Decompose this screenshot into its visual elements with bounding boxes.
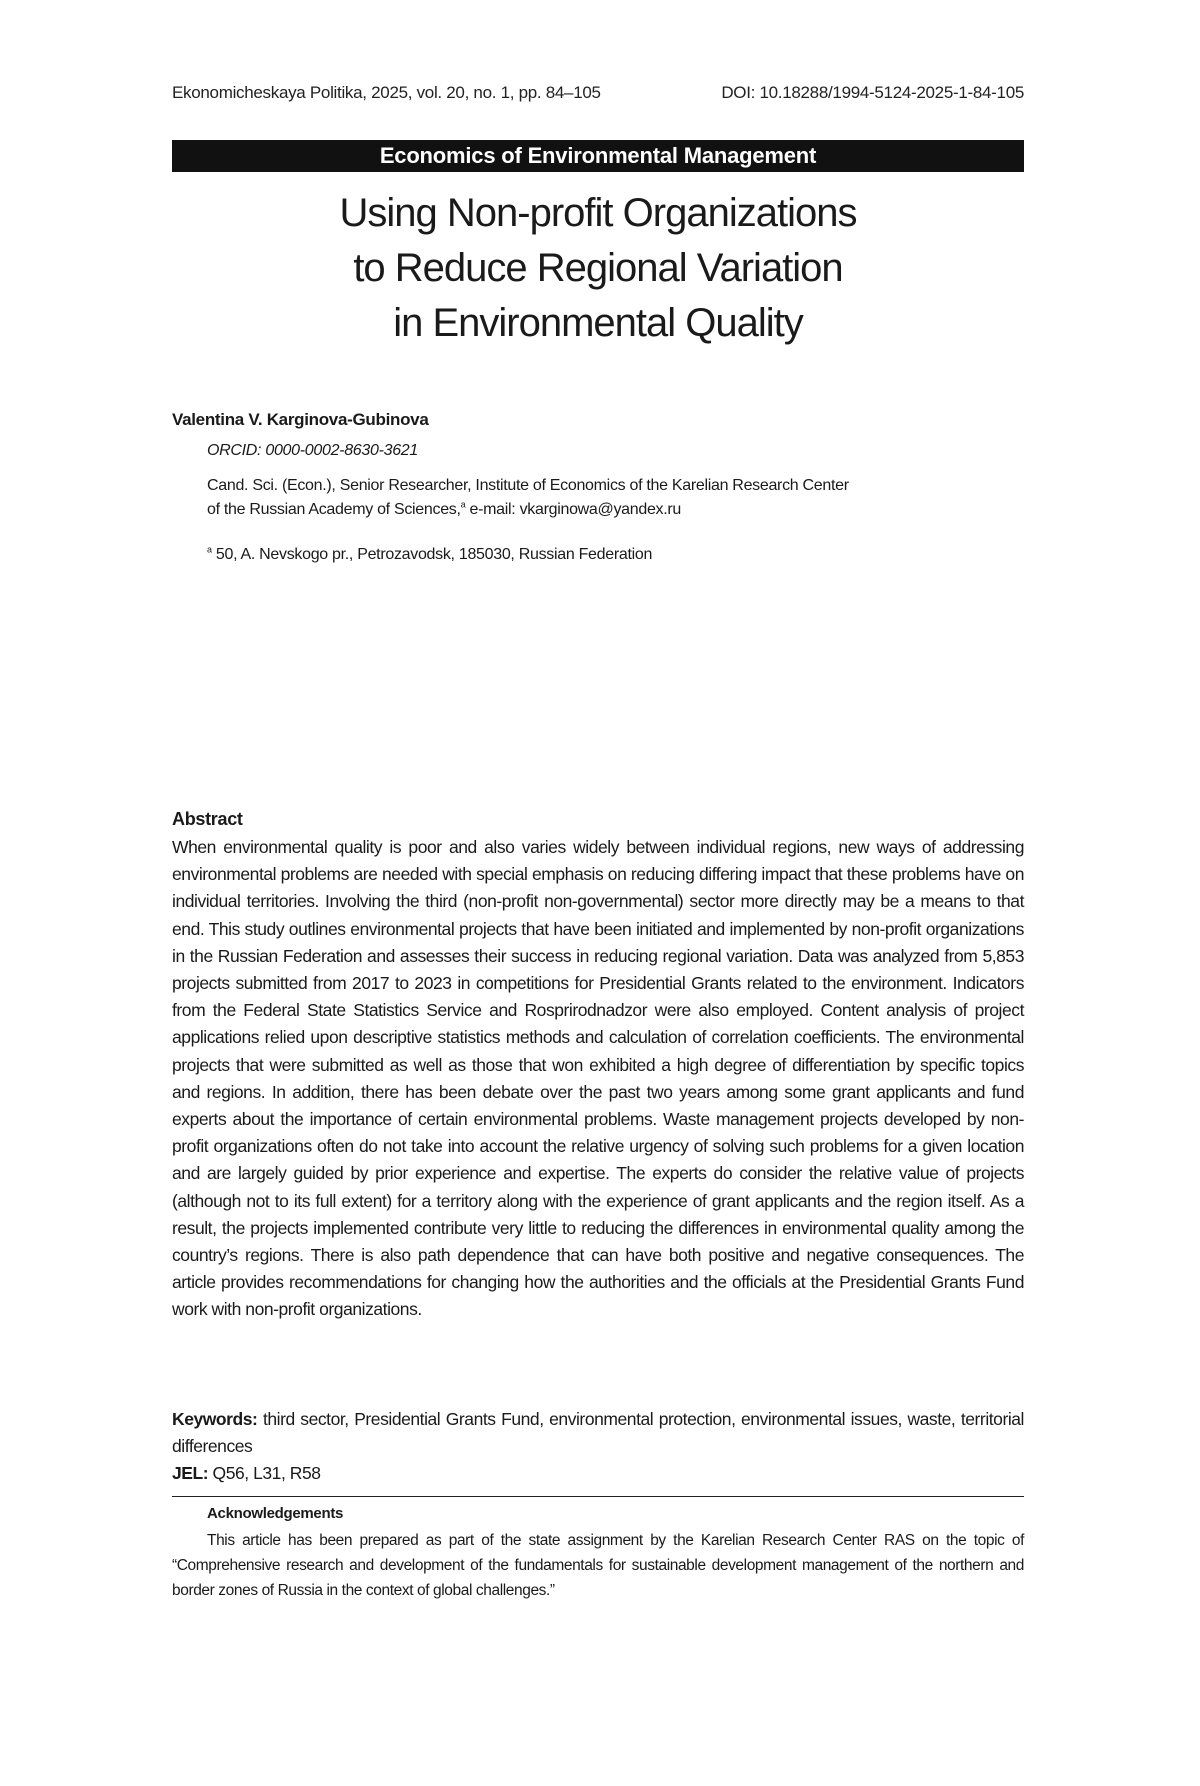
divider (172, 1496, 1024, 1497)
address-mark: a (207, 545, 212, 555)
acknowledgements-body: This article has been prepared as part of the state assignment by the Karelian Research Center RAS on the topic of “Comprehensive research and development of the fundamentals for sustainable development management of the northern and border zones of Russia in the context of global challenges.” (172, 1528, 1024, 1603)
article-title (172, 186, 1024, 351)
jel-label: JEL: (172, 1463, 208, 1483)
keywords-label: Keywords: (172, 1409, 257, 1429)
acknowledgements-heading: Acknowledgements (207, 1505, 343, 1522)
title-line: to Reduce Regional Variation (172, 241, 1024, 296)
paper-page (0, 0, 1200, 1786)
affiliation-address (207, 546, 652, 564)
author-name: Valentina V. Karginova-Gubinova (172, 410, 428, 430)
running-head (172, 83, 1024, 103)
affiliation-institution: of the Russian Academy of Sciences, (207, 501, 461, 518)
doi: DOI: 10.18288/1994-5124-2025-1-84-105 (721, 83, 1024, 103)
section-banner: Economics of Environmental Management (172, 140, 1024, 172)
jel-codes (172, 1460, 321, 1487)
title-line: Using Non-profit Organizations (172, 186, 1024, 241)
author-email: e-mail: vkarginowa@yandex.ru (470, 501, 682, 518)
title-line: in Environmental Quality (172, 296, 1024, 351)
author-affiliation (207, 474, 1007, 522)
affiliation-line-2 (207, 498, 1007, 522)
keywords-text: third sector, Presidential Grants Fund, environmental protection, environmental issues, waste, territorial differences (172, 1409, 1024, 1456)
jel-text: Q56, L31, R58 (213, 1463, 321, 1483)
journal-citation: Ekonomicheskaya Politika, 2025, vol. 20, no. 1, pp. 84–105 (172, 83, 601, 103)
author-orcid: ORCID: 0000-0002-8630-3621 (207, 442, 418, 460)
affiliation-mark: a (461, 500, 466, 510)
abstract-body: When environmental quality is poor and also varies widely between individual regions, new ways of addressing environmental problems are needed with special emphasis on reducing differing impact that these problems have on individual territories. Involving the third (non-profit non-governmental) sector more directly may be a means to that end. This study outlines environmental projects that have been initiated and implemented by non-profit organizations in the Russian Federation and assesses their success in reducing regional variation. Data was analyzed from 5,853 projects submitted from 2017 to 2023 in competitions for Presidential Grants related to the environment. Indicators from the Federal State Statistics Service and Rosprirodnadzor were also employed. Content analysis of project applications relied upon descriptive statistics methods and calculation of correlation coefficients. The environmental projects that were submitted as well as those that won exhibited a high degree of differentiation by specific topics and regions. In addition, there has been debate over the past two years among some grant applicants and fund experts about the importance of certain environmental problems. Waste management projects developed by non-profit organizations often do not take into account the relative urgency of solving such problems for a given location and are largely guided by prior experience and expertise. The experts do consider the relative value of projects (although not to its full extent) for a territory along with the experience of grant applicants and the region itself. As a result, the projects implemented contribute very little to reducing the differences in environmental quality among the country’s regions. There is also path dependence that can have both positive and negative consequences. The article provides recommendations for changing how the authorities and the officials at the Presidential Grants Fund work with non-profit organizations. (172, 834, 1024, 1324)
keywords (172, 1406, 1024, 1460)
address-text: 50, A. Nevskogo pr., Petrozavodsk, 185030, Russian Federation (216, 546, 652, 563)
abstract-heading: Abstract (172, 809, 243, 830)
affiliation-line-1: Cand. Sci. (Econ.), Senior Researcher, Institute of Economics of the Karelian Research Center (207, 474, 1007, 498)
